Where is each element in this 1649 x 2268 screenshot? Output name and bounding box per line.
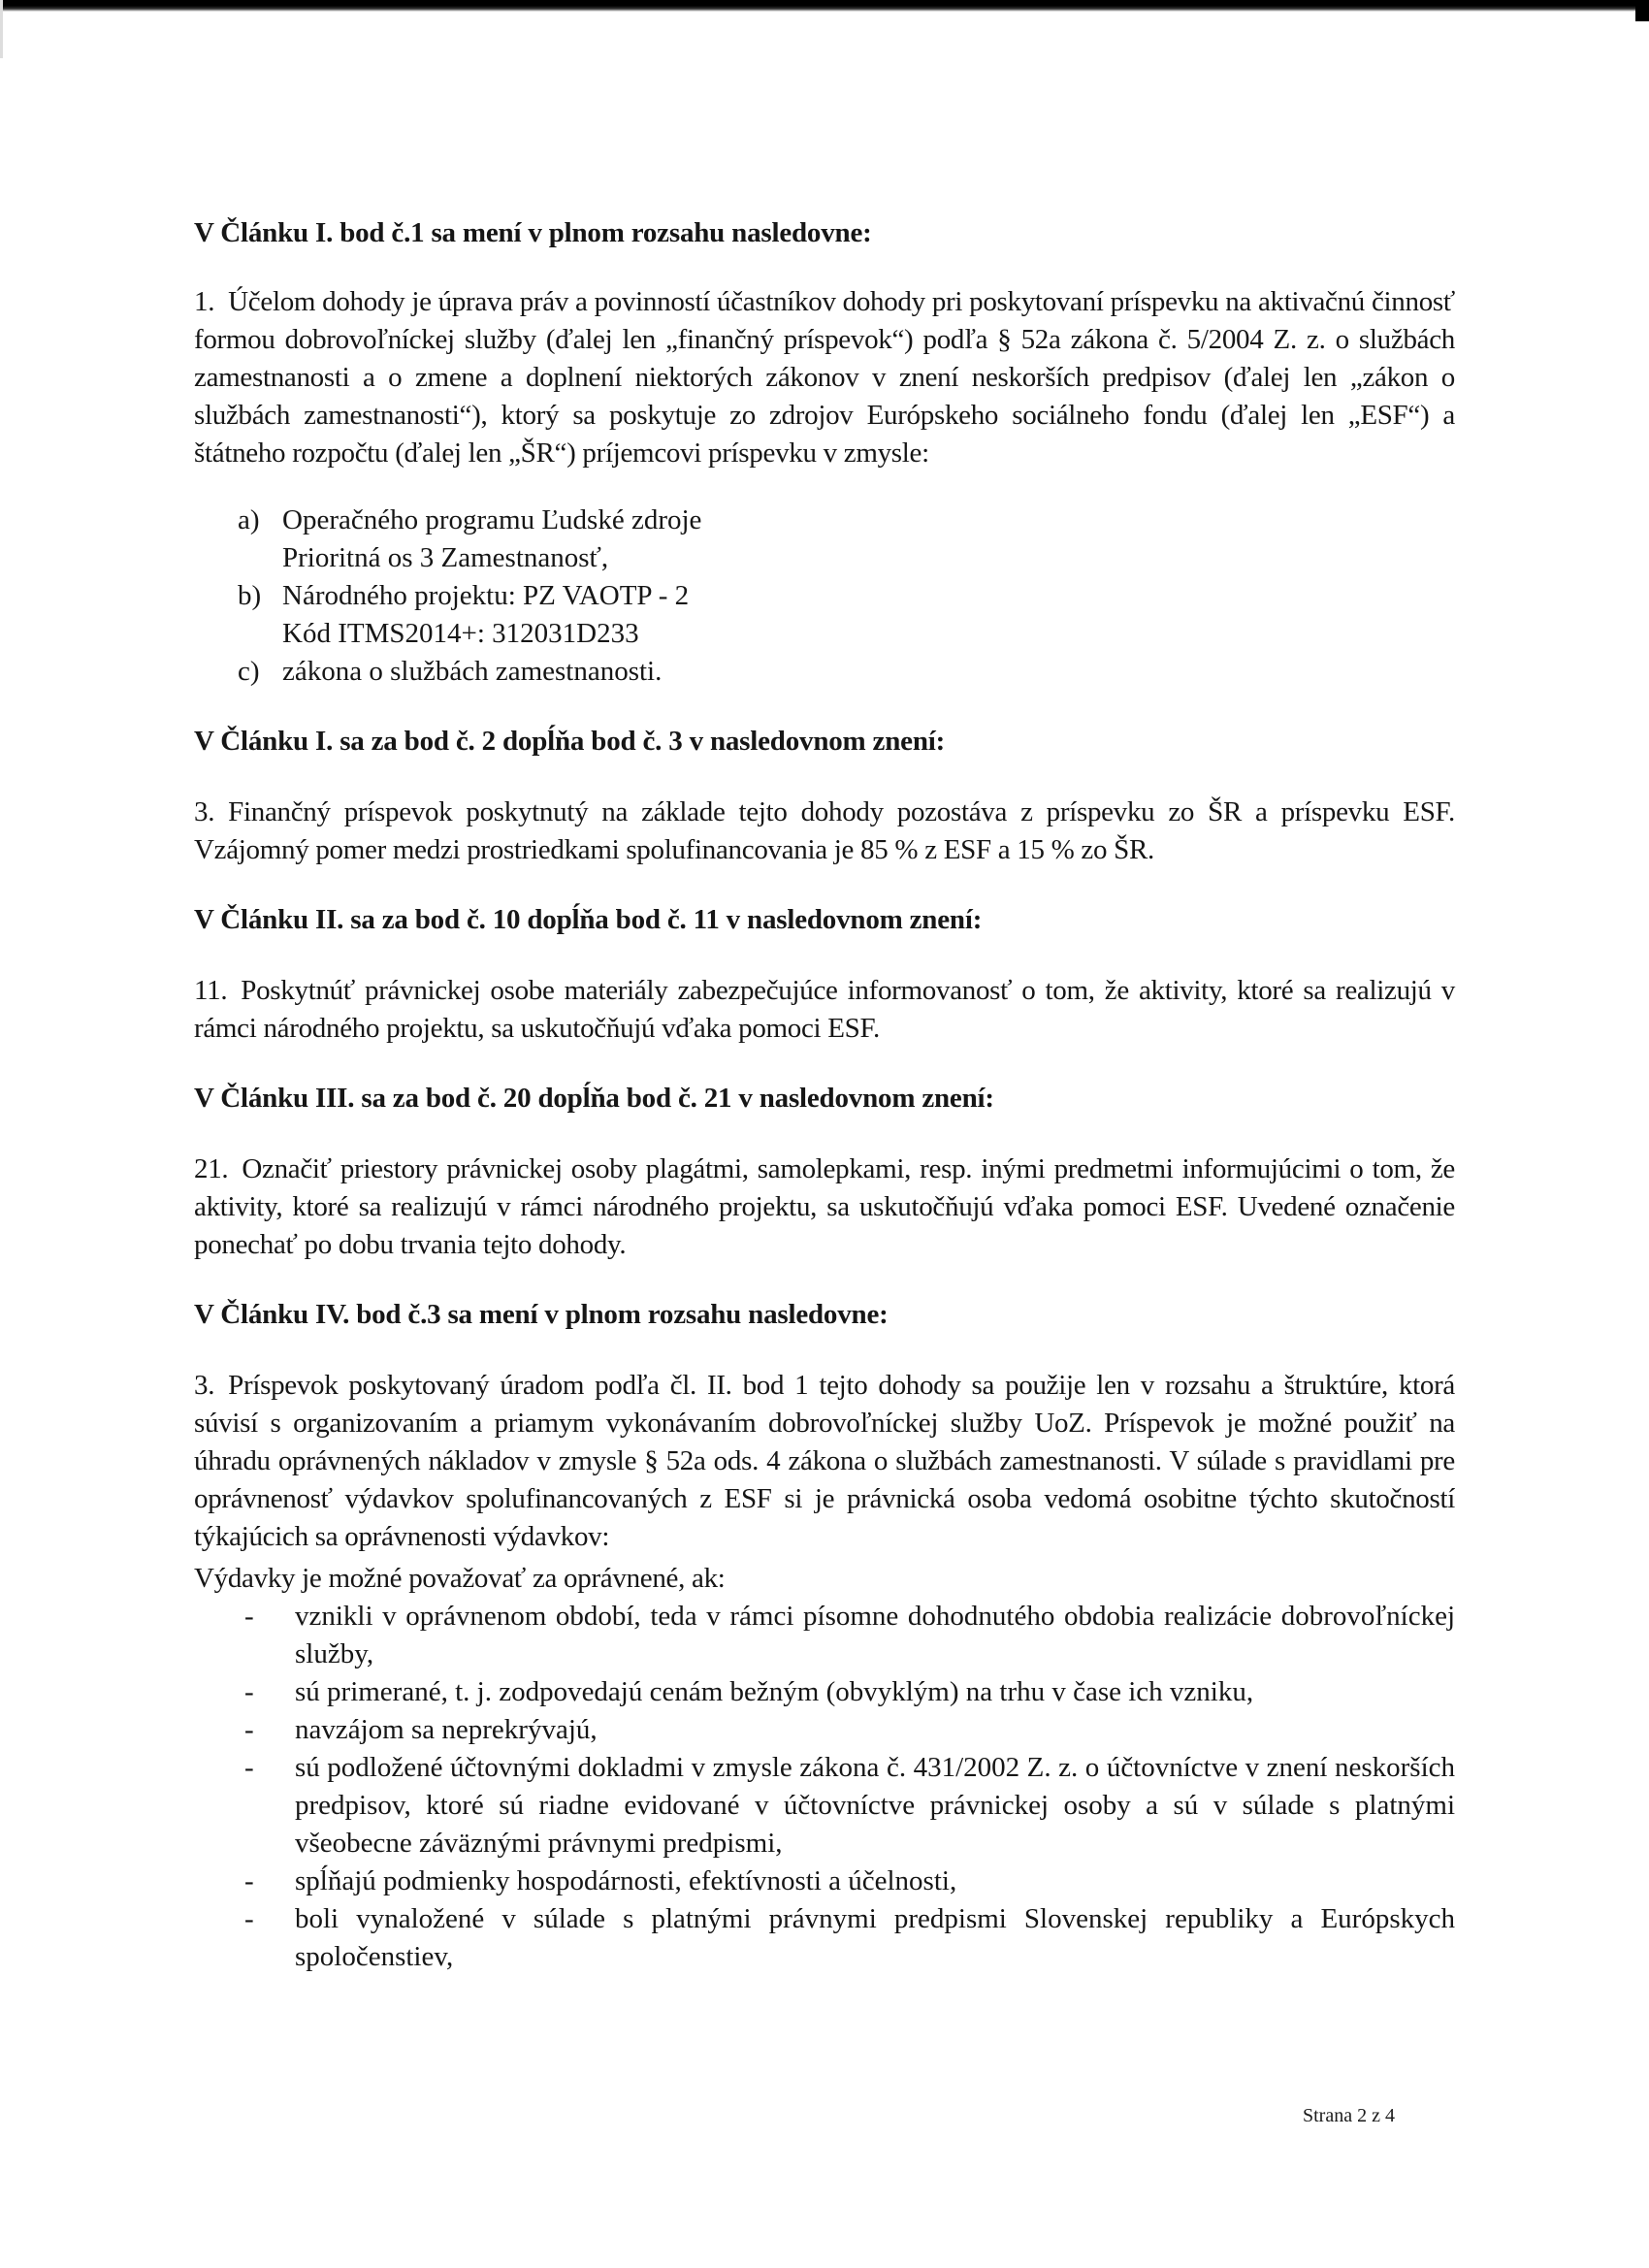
dash-marker: - [244,1601,254,1632]
section-paragraph [194,1367,1455,1556]
paragraph-number: 1. [194,286,215,317]
paragraph-number: 3. [194,796,215,827]
paragraph-text: Poskytnúť právnickej osobe materiály zabezpečujúce informovanosť o tom, že aktivity, ktoré sa realizujú v rámci národného projektu, sa uskutočňujú vďaka pomoci ESF. [194,975,1455,1044]
list-marker: b) [238,580,262,611]
scan-edge-top [0,0,1649,12]
section-paragraph [194,972,1455,1048]
list-item [244,1863,1455,1900]
list-text: sú primerané, t. j. zodpovedajú cenám bežným (obvyklým) na trhu v čase ich vzniku, [295,1676,1254,1707]
dash-marker: - [244,1903,254,1934]
scan-edge-right [1635,0,1649,21]
page-number: Strana 2 z 4 [1303,2105,1395,2126]
list-text: navzájom sa neprekrývajú, [295,1714,598,1745]
dash-marker: - [244,1714,254,1745]
list-text: spĺňajú podmienky hospodárnosti, efektívnosti a účelnosti, [295,1865,957,1896]
list-text: boli vynaložené v súlade s platnými právnymi predpismi Slovenskej republiky a Európskych spoločenstiev, [295,1903,1455,1972]
list-line: Operačného programu Ľudské zdroje [282,504,702,535]
list-item [238,577,1455,653]
list-item [244,1673,1455,1711]
list-item [238,653,1455,691]
list-text: vznikli v oprávnenom období, teda v rámci písomne dohodnutého obdobia realizácie dobrovoľníckej služby, [295,1601,1455,1669]
list-item [244,1900,1455,1976]
document-page [194,215,1455,1976]
list-line: Národného projektu: PZ VAOTP - 2 [282,580,690,611]
section-heading: V Článku I. sa za bod č. 2 dopĺňa bod č. 3 v nasledovnom znení: [194,726,946,757]
list-item [244,1749,1455,1863]
section-paragraph [194,283,1455,472]
section-heading: V Článku II. sa za bod č. 10 dopĺňa bod č. 11 v nasledovnom znení: [194,904,983,935]
section-paragraph [194,1150,1455,1264]
paragraph-number: 11. [194,975,228,1006]
scan-edge-left [0,0,3,58]
dash-marker: - [244,1676,254,1707]
paragraph-text: Finančný príspevok poskytnutý na základe tejto dohody pozostáva z príspevku zo ŠR a príspevku ESF. Vzájomný pomer medzi prostriedkami spolufinancovania je 85 % z ESF a 15 % zo ŠR. [194,796,1455,865]
paragraph-text: Príspevok poskytovaný úradom podľa čl. II. bod 1 tejto dohody sa použije len v rozsahu a štruktúre, ktorá súvisí s organizovaním a priamym vykonávaním dobrovoľníckej služby UoZ. Príspevok je možné použiť na úhradu oprávnených nákladov v zmysle § 52a ods. 4 zákona o službách zamestnanosti. V súlade s pravidlami pre oprávnenosť výdavkov spolufinancovaných z ESF si je právnická osoba vedomá osobitne týchto skutočností týkajúcich sa oprávnenosti výdavkov: [194,1370,1455,1552]
eligibility-list [194,1598,1455,1976]
section-heading: V Článku III. sa za bod č. 20 dopĺňa bod č. 21 v nasledovnom znení: [194,1083,994,1114]
section-heading: V Článku I. bod č.1 sa mení v plnom rozsahu nasledovne: [194,217,872,248]
section-paragraph [194,794,1455,869]
dash-marker: - [244,1865,254,1896]
list-line: Prioritná os 3 Zamestnanosť, [282,542,609,573]
paragraph-number: 3. [194,1370,215,1401]
list-line: Kód ITMS2014+: 312031D233 [282,618,639,649]
list-text: sú podložené účtovnými dokladmi v zmysle zákona č. 431/2002 Z. z. o účtovníctve v znení neskorších predpisov, ktoré sú riadne evidované v účtovníctve právnickej osoby a sú v súlade s platnými všeobecne záväznými právnymi predpismi, [295,1752,1455,1859]
list-marker: a) [238,504,260,535]
dash-marker: - [244,1752,254,1783]
list-item [244,1598,1455,1673]
section-heading: V Článku IV. bod č.3 sa mení v plnom rozsahu nasledovne: [194,1299,889,1330]
list-item [244,1711,1455,1749]
eligibility-intro: Výdavky je možné považovať za oprávnené, ak: [194,1563,726,1594]
paragraph-text: Označiť priestory právnickej osoby plagátmi, samolepkami, resp. inými predmetmi informujúcimi o tom, že aktivity, ktoré sa realizujú v rámci národného projektu, sa uskutočňujú vďaka pomoci ESF. Uvedené označenie ponechať po dobu trvania tejto dohody. [194,1153,1455,1260]
paragraph-number: 21. [194,1153,229,1184]
program-list [194,502,1455,691]
list-item [238,502,1455,577]
list-marker: c) [238,656,260,687]
list-line: zákona o službách zamestnanosti. [282,656,663,687]
paragraph-text: Účelom dohody je úprava práv a povinností účastníkov dohody pri poskytovaní príspevku na aktivačnú činnosť formou dobrovoľníckej služby (ďalej len „finančný príspevok“) podľa § 52a zákona č. 5/2004 Z. z. o službách zamestnanosti a o zmene a doplnení niektorých zákonov v znení neskorších predpisov (ďalej len „zákon o službách zamestnanosti“), ktorý sa poskytuje zo zdrojov Európskeho sociálneho fondu (ďalej len „ESF“) a štátneho rozpočtu (ďalej len „ŠR“) príjemcovi príspevku v zmysle: [194,286,1455,469]
